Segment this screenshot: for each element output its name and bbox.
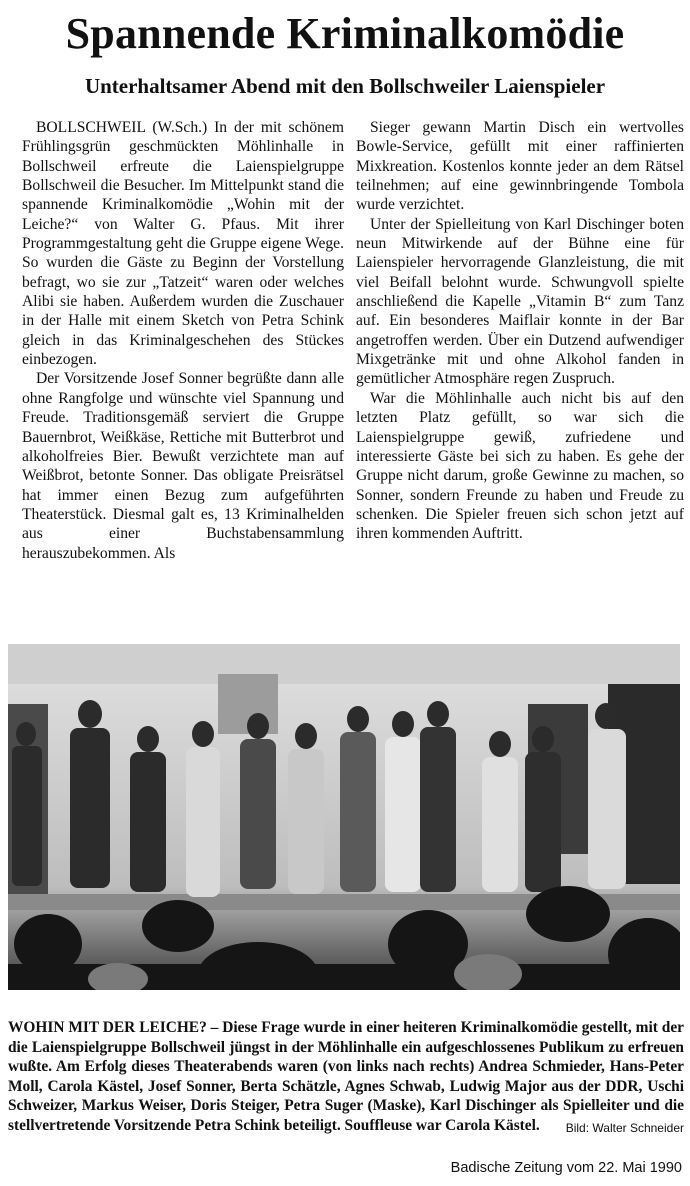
stage-photo	[8, 644, 680, 990]
stage-photo-illustration	[8, 644, 680, 990]
paragraph: Unter der Spielleitung von Karl Dischinger boten neun Mitwirkende auf der Bühne eine für Laienspieler hervorragende Glanzleistung, die mit viel Beifall belohnt wurde. Schwungvoll spielte anschließend die Kapelle „Vitamin B“ zum Tanz auf. Ein besonderes Maiflair konnte in der Bar angetroffen werden. Über ein Dutzend aufwendiger Mixgetränke mit und ohne Alkohol fanden in gemütlicher Atmosphäre regen Zuspruch.	[356, 215, 684, 388]
paragraph: War die Möhlinhalle auch nicht bis auf den letzten Platz gefüllt, so war sich die Laienspielgruppe gewiß, zufriedene und interessierte Gäste bei sich zu haben. Es gehe der Gruppe nicht darum, große Gewinne zu machen, so Sonner, sondern Freunde zu haben und Freude zu schenken. Die Spieler freuen sich schon jetzt auf ihren kommenden Auftritt.	[356, 389, 684, 543]
caption-text: WOHIN MIT DER LEICHE? – Diese Frage wurde in einer heiteren Kriminalkomödie gestellt, mit der die Laienspielgruppe Bollschweil jüngst in der Möhlinhalle ein aufgeschlossenes Publikum zu erfreuen wußte. Am Erfolg dieses Theaterabends waren (von links nach rechts) Andrea Schmieder, Hans-Peter Moll, Carola Kästel, Josef Sonner, Berta Schätzle, Agnes Schwab, Ludwig Major aus der DDR, Uschi Schweizer, Markus Weiser, Doris Steiger, Petra Suger (Maske), Karl Dischinger als Spielleiter und die stellvertretende Vorsitzende Petra Schink beteiligt. Souffleuse war Carola Kästel.	[8, 1019, 684, 1134]
source-line: Badische Zeitung vom 22. Mai 1990	[450, 1160, 682, 1176]
paragraph: Sieger gewann Martin Disch ein wertvolles Bowle-Service, gefüllt mit einer raffinierten Mixkreation. Kostenlos konnte jeder an dem Rätsel teilnehmen; auf eine gewinnbringende Tombola wurde verzichtet.	[356, 119, 684, 214]
headline: Spannende Kriminalkomödie	[65, 9, 625, 58]
photo-credit: Bild: Walter Schneider	[565, 1120, 684, 1135]
article-column-left	[22, 118, 344, 563]
article-column-right	[356, 118, 684, 544]
paragraph: Der Vorsitzende Josef Sonner begrüßte dann alle ohne Rangfolge und wünschte viel Spannung und Freude. Traditionsgemäß serviert die Gruppe Bauernbrot, Weißkäse, Rettiche mit Butterbrot und alkoholfreies Bier. Bewußt verzichtete man auf Weißbrot, betonte Sonner. Das obligate Preisrätsel hat immer einen Bezug zum aufgeführten Theaterstück. Diesmal galt es, 13 Kriminalhelden aus einer Buchstabensammlung herauszubekommen. Als	[22, 370, 344, 562]
paragraph: BOLLSCHWEIL (W.Sch.) In der mit schönem Frühlingsgrün geschmückten Möhlinhalle in Bollschweil erfreute die Laienspielgruppe Bollschweil die Besucher. Im Mittelpunkt stand die spannende Kriminalkomödie „Wohin mit der Leiche?“ von Walter G. Pfaus. Mit ihrer Programmgestaltung geht die Gruppe eigene Wege. So wurden die Gäste zu Beginn der Vorstellung befragt, wo sie zur „Tatzeit“ waren oder welches Alibi sie haben. Außerdem wurden die Zuschauer in der Halle mit einem Sketch von Petra Schink gleich in das Kriminalgeschehen des Stückes einbezogen.	[22, 119, 344, 369]
photo-caption	[8, 1018, 684, 1139]
subheadline: Unterhaltsamer Abend mit den Bollschweiler Laienspieler	[84, 74, 606, 98]
